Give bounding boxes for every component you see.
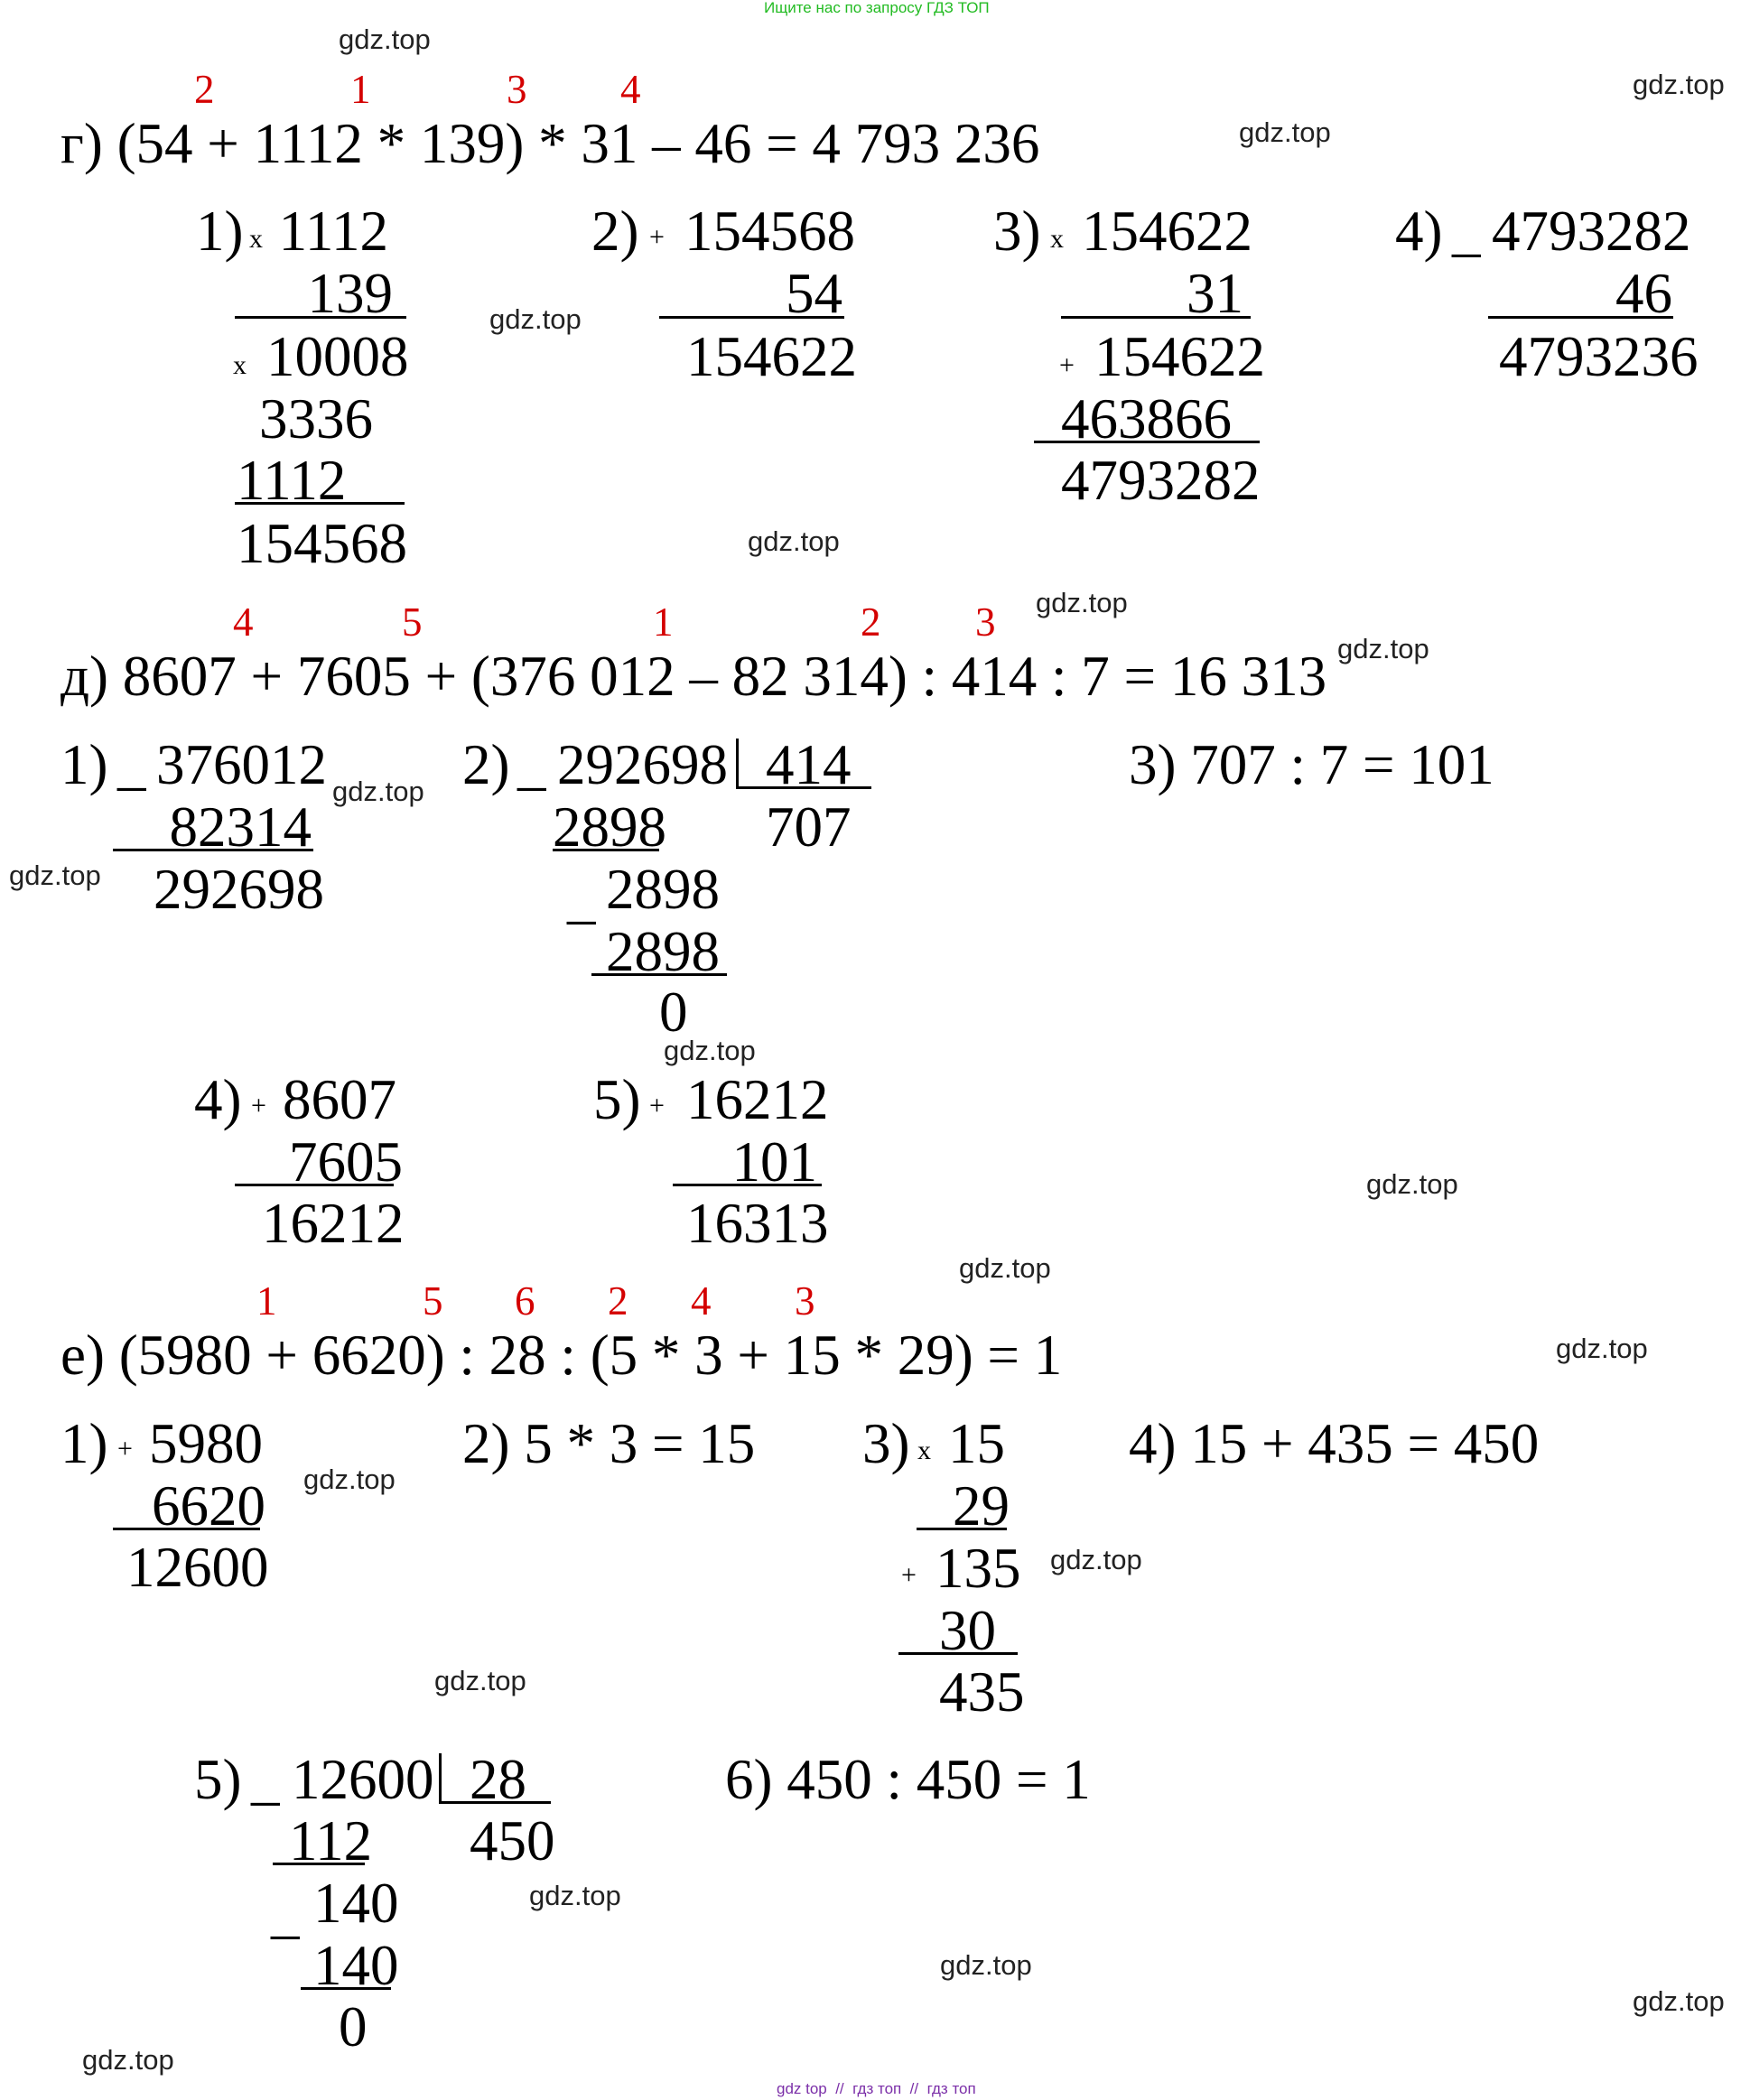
order-number: 2 <box>608 1278 628 1324</box>
step-label: 3) <box>993 200 1041 263</box>
watermark: gdz.top <box>332 776 424 807</box>
underline <box>235 1184 394 1186</box>
division-bar <box>736 739 739 788</box>
subtrahend: 140 <box>313 1934 399 1997</box>
underline <box>553 849 659 851</box>
result: 4793236 <box>1499 325 1699 388</box>
minus-sign: _ <box>517 733 546 796</box>
multiply-sign: х <box>1050 224 1064 254</box>
divisor: 28 <box>470 1748 526 1811</box>
result: 154568 <box>237 512 407 575</box>
underline <box>439 1801 551 1804</box>
underline <box>591 973 727 976</box>
underline <box>1061 316 1251 319</box>
operand: 1112 <box>278 200 388 263</box>
underline <box>113 1528 260 1530</box>
step-label: 4) <box>1395 200 1443 263</box>
plus-sign: + <box>1059 350 1075 380</box>
partial-product: 135 <box>936 1537 1021 1600</box>
step-label: 3) <box>862 1412 910 1475</box>
partial-product: 30 <box>939 1599 996 1662</box>
order-number: 3 <box>507 67 527 112</box>
operand: 46 <box>1615 262 1672 325</box>
operand: 29 <box>953 1474 1010 1538</box>
operand: 376012 <box>156 733 327 796</box>
order-number: 4 <box>691 1278 712 1324</box>
underline <box>1034 441 1260 443</box>
watermark: gdz.top <box>529 1880 621 1911</box>
order-number: 5 <box>402 599 423 645</box>
watermark: gdz.top <box>489 303 582 335</box>
step-label: 1) <box>61 1412 108 1475</box>
watermark: gdz.top <box>434 1665 526 1696</box>
subtrahend: 112 <box>289 1809 373 1872</box>
order-number: 1 <box>256 1278 277 1324</box>
watermark: gdz.top <box>1239 116 1331 148</box>
operand: 154568 <box>684 200 855 263</box>
remainder: 0 <box>659 980 688 1044</box>
plus-sign: + <box>649 1091 665 1120</box>
plus-sign: + <box>251 1091 266 1120</box>
dividend: 12600 <box>292 1748 434 1811</box>
plus-sign: + <box>901 1560 917 1590</box>
order-number: 2 <box>861 599 881 645</box>
minus-sign: _ <box>1452 200 1481 263</box>
order-number: 3 <box>795 1278 815 1324</box>
operand: 139 <box>307 262 393 325</box>
remainder: 140 <box>313 1872 399 1935</box>
operand: 7605 <box>289 1130 403 1194</box>
order-number: 5 <box>423 1278 443 1324</box>
order-number: 4 <box>233 599 254 645</box>
step-label: 2) <box>462 733 510 796</box>
remainder: 0 <box>339 1995 368 2058</box>
minus-sign: _ <box>117 733 146 796</box>
underline <box>898 1652 1018 1655</box>
step-label: 5) <box>593 1068 641 1131</box>
watermark: gdz.top <box>1050 1544 1142 1575</box>
result: 154622 <box>686 325 857 388</box>
partial-product: 3336 <box>259 387 373 451</box>
operand: 8607 <box>283 1068 396 1131</box>
result: 292698 <box>154 858 324 921</box>
underline <box>113 849 313 851</box>
partial-product: 154622 <box>1094 325 1265 388</box>
underline <box>235 502 405 505</box>
quotient: 450 <box>470 1809 555 1872</box>
watermark: gdz.top <box>303 1463 396 1495</box>
operand: 6620 <box>152 1474 265 1538</box>
order-number: 1 <box>653 599 674 645</box>
step-label: 4) <box>194 1068 242 1131</box>
step-text: 6) 450 : 450 = 1 <box>725 1748 1091 1811</box>
divisor: 414 <box>766 733 852 796</box>
watermark: gdz.top <box>959 1252 1051 1284</box>
watermark: gdz.top <box>1633 1985 1725 2017</box>
subtrahend: 2898 <box>553 795 666 859</box>
footer-text: gdz top // гдз топ // гдз топ <box>777 2080 976 2097</box>
step-text: 4) 15 + 435 = 450 <box>1129 1412 1540 1475</box>
header-note: Ищите нас по запросу ГДЗ ТОП <box>764 0 990 16</box>
result: 16212 <box>262 1192 405 1255</box>
operand: 15 <box>948 1412 1005 1475</box>
plus-sign: + <box>649 222 665 252</box>
watermark: gdz.top <box>339 23 431 55</box>
underline <box>917 1528 1007 1530</box>
equation-d: д) 8607 + 7605 + (376 012 – 82 314) : 414 : 7 = 16 313 <box>61 645 1327 708</box>
step-label: 1) <box>196 200 244 263</box>
equation-g: г) (54 + 1112 * 139) * 31 – 46 = 4 793 236 <box>61 112 1040 175</box>
order-number: 4 <box>620 67 641 112</box>
remainder: 2898 <box>606 858 720 921</box>
division-bar <box>439 1753 442 1803</box>
underline <box>1488 316 1673 319</box>
subtrahend: 2898 <box>606 920 720 983</box>
operand: 54 <box>786 262 842 325</box>
result: 12600 <box>126 1536 269 1599</box>
watermark: gdz.top <box>1036 587 1128 618</box>
operand: 154622 <box>1082 200 1252 263</box>
dividend: 292698 <box>557 733 728 796</box>
order-number: 2 <box>194 67 215 112</box>
watermark: gdz.top <box>664 1035 756 1066</box>
plus-sign: + <box>117 1434 133 1463</box>
operand: 5980 <box>149 1412 263 1475</box>
minus-sign: _ <box>271 1882 300 1945</box>
underline <box>235 316 406 319</box>
watermark: gdz.top <box>82 2044 174 2076</box>
order-number: 3 <box>975 599 996 645</box>
watermark: gdz.top <box>9 860 101 891</box>
operand: 16212 <box>686 1068 829 1131</box>
multiply-sign: х <box>249 224 263 254</box>
result: 4793282 <box>1061 449 1261 512</box>
operand: 82314 <box>169 795 312 859</box>
watermark: gdz.top <box>940 1949 1032 1981</box>
partial-product: 463866 <box>1061 387 1232 451</box>
partial-product: 1112 <box>237 449 347 512</box>
minus-sign: _ <box>567 867 596 930</box>
step-text: 3) 707 : 7 = 101 <box>1129 733 1494 796</box>
result: 435 <box>939 1660 1025 1724</box>
underline <box>301 1987 391 1990</box>
order-number: 1 <box>350 67 371 112</box>
equation-e: е) (5980 + 6620) : 28 : (5 * 3 + 15 * 29) = 1 <box>61 1324 1063 1387</box>
step-text: 2) 5 * 3 = 15 <box>462 1412 756 1475</box>
watermark: gdz.top <box>1366 1168 1458 1200</box>
partial-product: 10008 <box>266 325 409 388</box>
underline <box>673 1184 822 1186</box>
plus-sign: х <box>233 350 247 380</box>
operand: 31 <box>1187 262 1243 325</box>
underline <box>273 1863 365 1865</box>
order-number: 6 <box>515 1278 535 1324</box>
multiply-sign: х <box>917 1436 931 1465</box>
watermark: gdz.top <box>1337 633 1429 664</box>
operand: 4793282 <box>1492 200 1691 263</box>
underline <box>736 786 871 789</box>
step-label: 2) <box>591 200 639 263</box>
watermark: gdz.top <box>1633 69 1725 100</box>
underline <box>659 316 844 319</box>
watermark: gdz.top <box>748 525 840 557</box>
minus-sign: _ <box>251 1748 280 1811</box>
watermark: gdz.top <box>1556 1333 1648 1364</box>
result: 16313 <box>686 1192 829 1255</box>
step-label: 5) <box>194 1748 242 1811</box>
operand: 101 <box>731 1130 817 1194</box>
quotient: 707 <box>766 795 852 859</box>
step-label: 1) <box>61 733 108 796</box>
